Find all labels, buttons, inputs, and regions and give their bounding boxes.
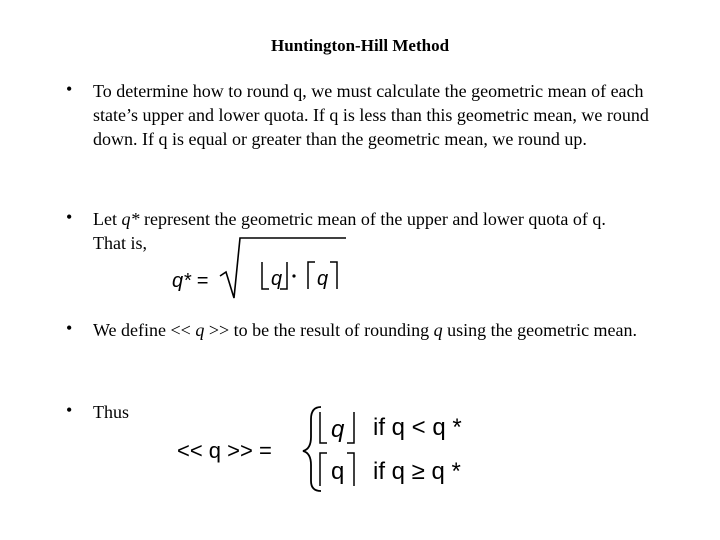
bullet-2-line2: That is, xyxy=(93,233,147,253)
multiply-dot xyxy=(292,274,295,277)
formula1-floor-var: q xyxy=(271,268,283,290)
case2-condition: if q ≥ q * xyxy=(373,458,461,485)
formula2-lhs: << q >> = xyxy=(177,438,272,463)
formula1-lhs: q* = xyxy=(172,270,209,292)
case1-condition: if q < q * xyxy=(373,414,462,441)
curly-brace xyxy=(303,407,321,491)
bullet-3-rest: using the geometric mean. xyxy=(442,320,638,340)
geometric-mean-formula xyxy=(170,232,360,302)
bullet-3-var2: q xyxy=(433,320,443,340)
case1-var: q xyxy=(331,416,345,443)
bullet-2-rest: represent the geometric mean of the upper and lower quota of q. xyxy=(139,209,606,229)
rounding-rule-formula xyxy=(175,395,515,495)
bullet-marker: • xyxy=(66,400,73,420)
bullet-2-var: q* xyxy=(121,209,140,229)
bullet-4-text: Thus xyxy=(93,402,129,422)
bullet-marker: • xyxy=(66,318,73,338)
bullet-1-text: To determine how to round q, we must calculate the geometric mean of each state’s upper and lower quota. If q is less than this geometric mean, we round down. If q is equal or greater than the geometric mean, we round up. xyxy=(93,81,649,149)
bullet-3-text xyxy=(93,318,693,342)
bullet-marker: • xyxy=(66,79,73,99)
case2-var: q xyxy=(331,458,345,485)
ceiling-bracket-right xyxy=(330,262,337,289)
case2-ceil-left xyxy=(320,453,327,486)
page-title: Huntington-Hill Method xyxy=(270,36,450,55)
formula1-ceil-var: q xyxy=(317,268,329,290)
bullet-2-prefix: Let xyxy=(93,209,122,229)
floor-bracket-left xyxy=(262,262,269,289)
bullet-3-mid: >> to be the result of rounding xyxy=(204,320,434,340)
case1-floor-left xyxy=(320,412,327,443)
case1-floor-right xyxy=(347,412,354,443)
bullet-marker: • xyxy=(66,207,73,227)
bullet-3-var: q xyxy=(195,320,205,340)
bullet-3-prefix: We define << xyxy=(93,320,196,340)
ceiling-bracket-left xyxy=(308,262,315,289)
case2-ceil-right xyxy=(347,453,354,486)
